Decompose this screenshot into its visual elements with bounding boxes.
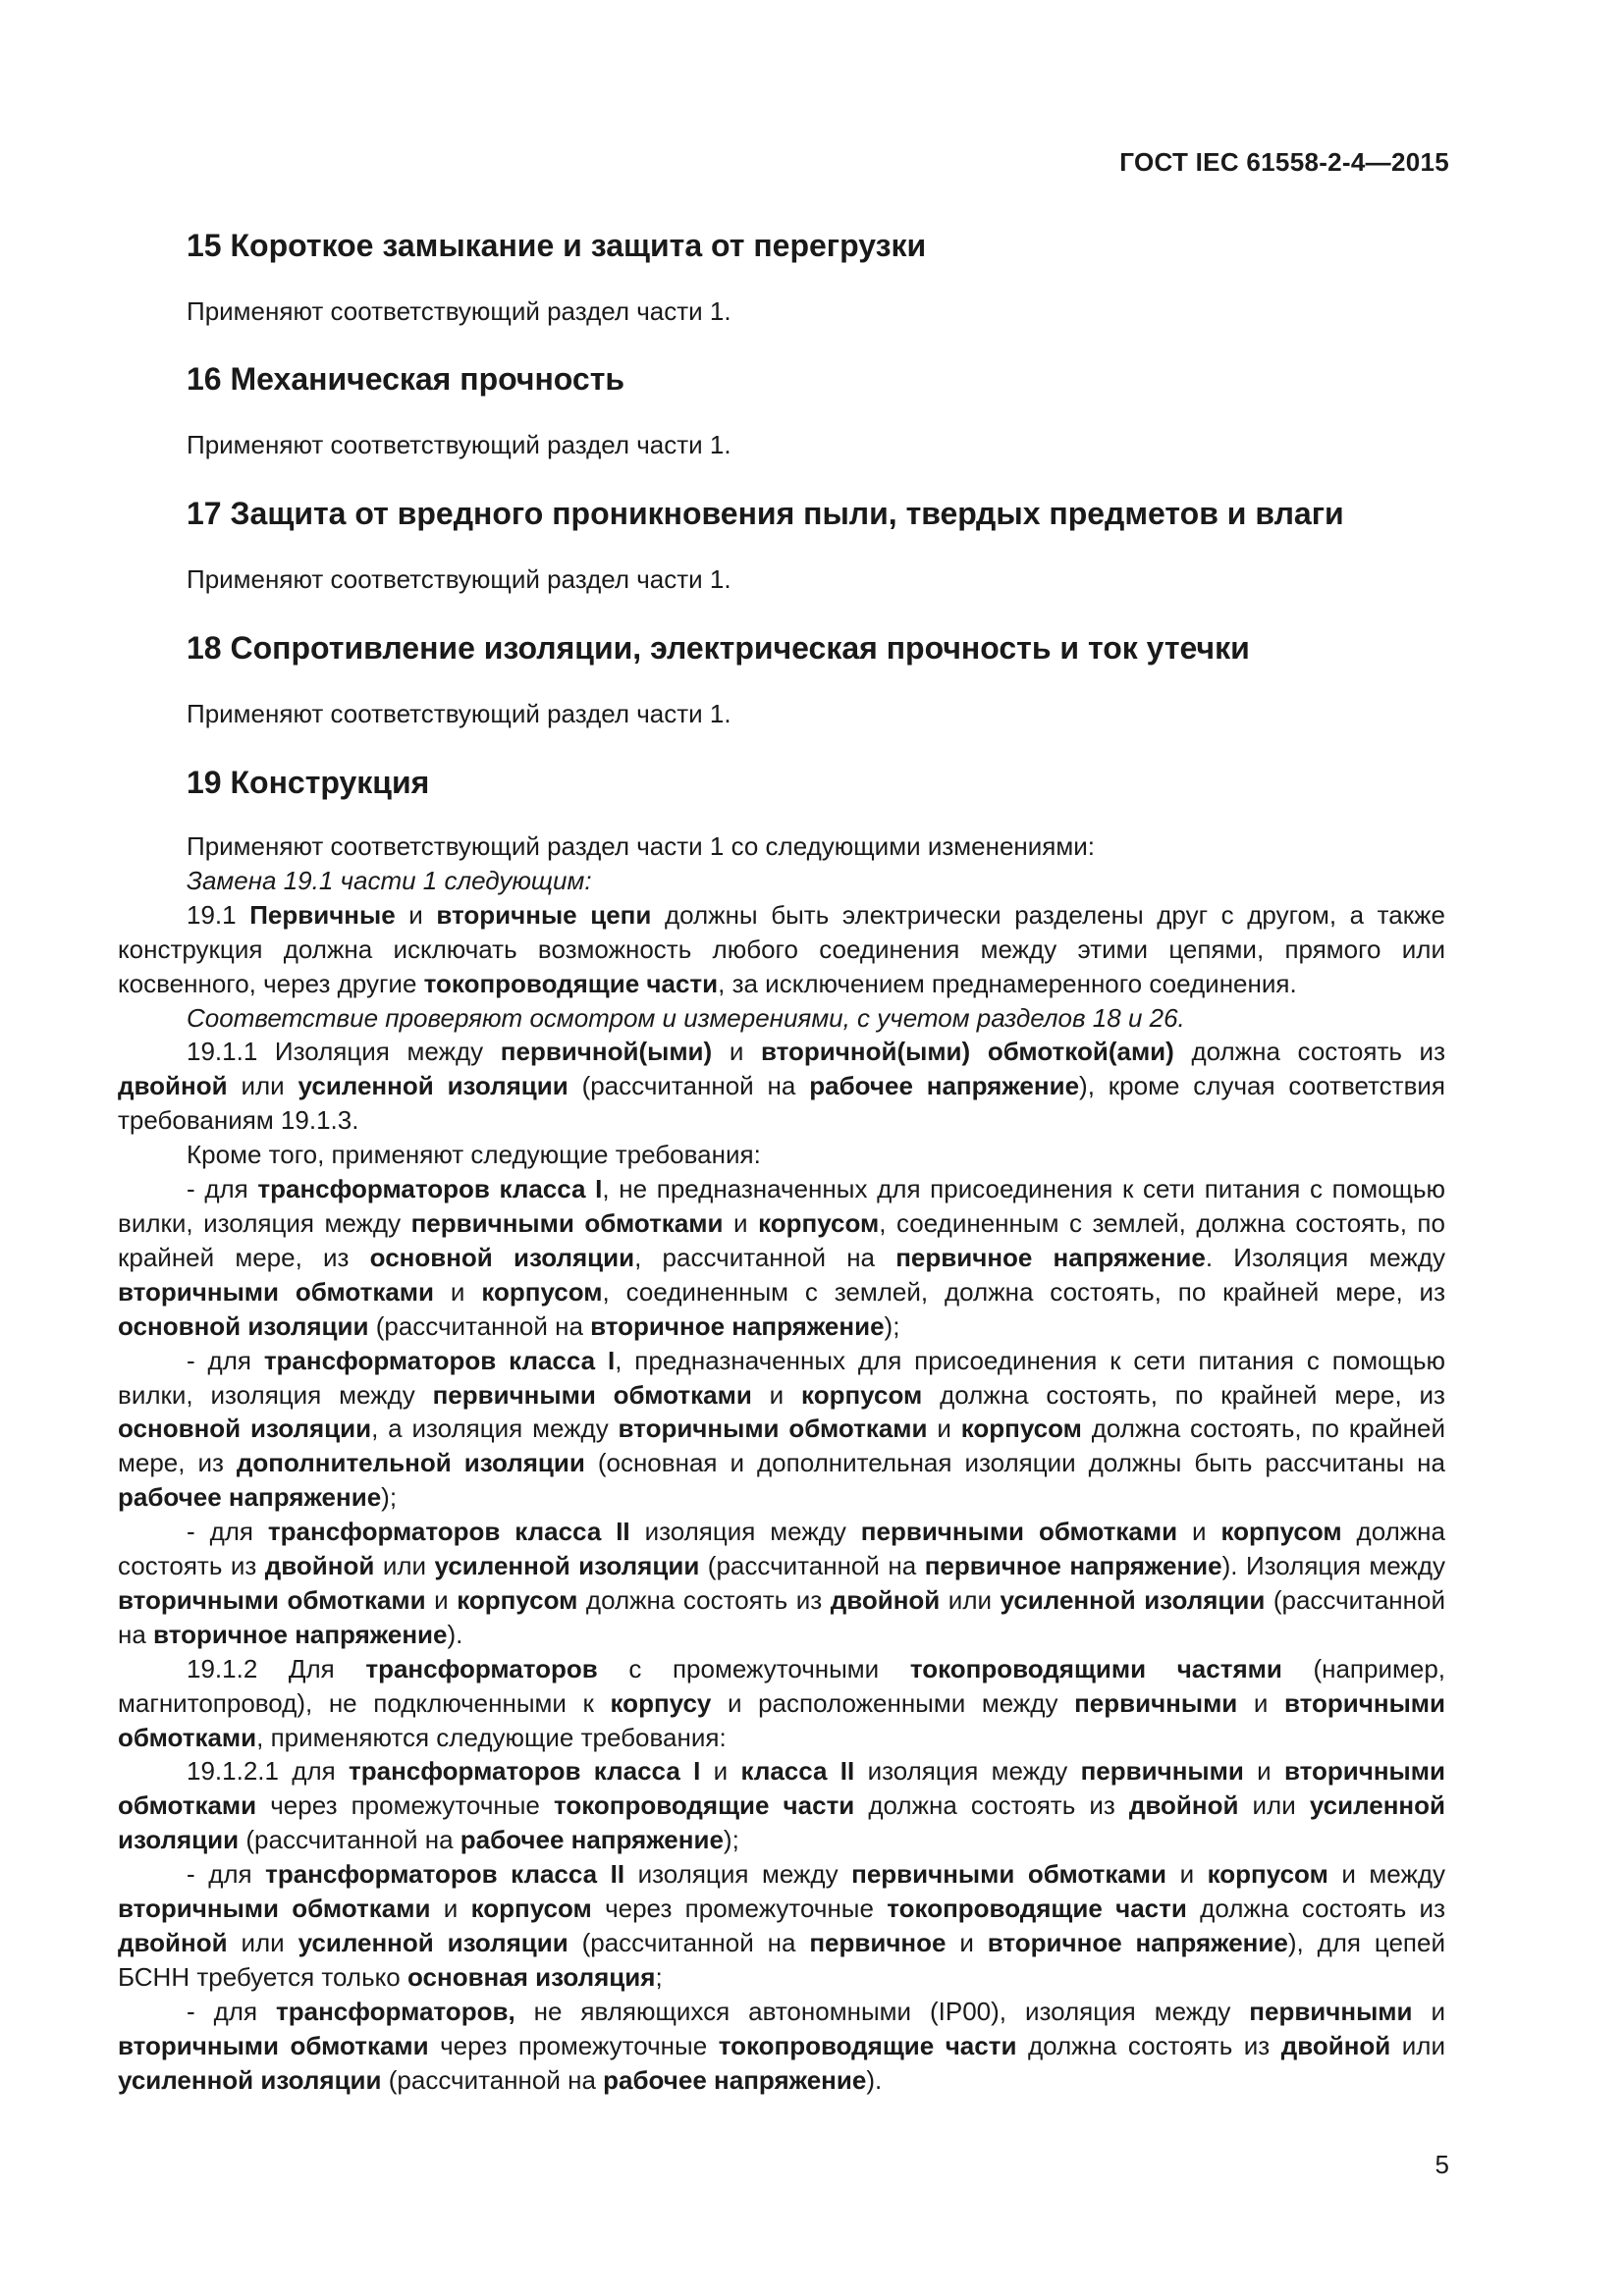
defined-term: рабочее напряжение: [603, 2064, 867, 2095]
text-run: и: [1166, 1859, 1208, 1890]
text-run: , рассчитанной на: [634, 1242, 896, 1272]
list-item-class-ii-intermediate: [118, 1857, 1445, 1995]
defined-term: вторичное напряжение: [590, 1310, 885, 1341]
text-run: и: [927, 1414, 961, 1444]
text-run: и: [700, 1756, 741, 1787]
defined-term: класса II: [740, 1756, 855, 1787]
text-run: должна состоять, по крайней мере, из: [118, 1414, 1445, 1478]
defined-term: токопроводящими частями: [909, 1653, 1282, 1683]
text-run: через промежуточные: [428, 2030, 719, 2060]
text-run: и: [1177, 1517, 1221, 1547]
defined-term: двойной: [118, 1071, 228, 1101]
defined-term: корпусом: [470, 1894, 592, 1924]
list-item-class-i-no-plug: [118, 1172, 1445, 1344]
defined-term: корпусом: [481, 1276, 603, 1307]
text-run: и: [425, 1584, 458, 1615]
text-run: и: [395, 899, 437, 930]
text-run: через промежуточные: [591, 1894, 888, 1924]
defined-term: усиленной изоляции: [434, 1551, 700, 1581]
defined-term: рабочее напряжение: [809, 1071, 1080, 1101]
text-run: и: [723, 1207, 759, 1238]
defined-term: первичными: [1074, 1687, 1238, 1718]
defined-term: вторичными обмотками: [118, 1687, 1445, 1752]
text-run: и: [1237, 1687, 1284, 1718]
text-run: , применяются следующие требования:: [256, 1722, 727, 1752]
defined-term: вторичные цепи: [436, 899, 652, 930]
defined-term: вторичными обмотками: [618, 1414, 928, 1444]
defined-term: первичными обмотками: [432, 1379, 752, 1410]
text-run: ). Изоляция между: [1221, 1551, 1445, 1581]
text-run: должна состоять из: [577, 1584, 831, 1615]
section-19-title: [187, 763, 1453, 802]
defined-term: вторичными обмотками: [118, 1584, 426, 1615]
text-run: и: [712, 1037, 762, 1067]
text-run: изоляция между: [629, 1517, 861, 1547]
defined-term: усиленной изоляции: [118, 2064, 382, 2095]
defined-term: двойной: [264, 1551, 375, 1581]
section-title: 16 Механическая прочность: [187, 361, 625, 397]
text-run: или: [1390, 2030, 1445, 2060]
text-run: (рассчитанной на: [568, 1928, 810, 1957]
compliance-note: Соответствие проверяют осмотром и измерениями, с учетом разделов 18 и 26.: [187, 1002, 1185, 1033]
text-run: и: [1412, 1996, 1445, 2026]
section-text: Применяют соответствующий раздел части 1 со следующими изменениями:: [187, 831, 1096, 861]
section-15: [187, 226, 1453, 328]
text-run: (рассчитанной на: [568, 1071, 810, 1101]
text-run: (рассчитанной на: [381, 2064, 604, 2095]
text-run: и: [1243, 1756, 1284, 1787]
text-run: , соединенным с землей, должна состоять, по крайней мере, из: [602, 1276, 1445, 1307]
text-run: должна состоять из: [1016, 2030, 1281, 2060]
text-run: изоляция между: [624, 1859, 852, 1890]
text-run: );: [381, 1482, 398, 1513]
defined-term: двойной: [1128, 1790, 1239, 1821]
defined-term: вторичными обмотками: [118, 1756, 1445, 1821]
defined-term: корпусом: [1207, 1859, 1328, 1890]
defined-term: вторичными обмотками: [118, 1276, 435, 1307]
section-text: Применяют соответствующий раздел части 1.: [187, 296, 731, 326]
text-run: или: [227, 1071, 298, 1101]
text-run: - для: [187, 1174, 258, 1204]
text-run: или: [227, 1928, 298, 1957]
defined-term: Первичные: [249, 899, 396, 930]
text-run: (рассчитанной на: [118, 1584, 1445, 1649]
text-run: ), для цепей БСНН требуется только: [118, 1928, 1445, 1992]
defined-term: основной изоляции: [369, 1242, 635, 1272]
defined-term: токопроводящие части: [553, 1790, 855, 1821]
defined-term: двойной: [1280, 2030, 1391, 2060]
section-18: [187, 628, 1453, 730]
text-run: изоляция между: [854, 1756, 1081, 1787]
text-run: и расположенными между: [711, 1687, 1075, 1718]
defined-term: вторичными обмотками: [118, 1894, 431, 1924]
text-run: или: [940, 1584, 1001, 1615]
defined-term: корпусу: [610, 1687, 712, 1718]
section-19-body: [118, 829, 1445, 2098]
defined-term: рабочее напряжение: [460, 1825, 724, 1855]
defined-term: трансформаторов класса I: [263, 1345, 616, 1375]
defined-term: основной изоляции: [118, 1414, 372, 1444]
text-run: не являющихся автономными (IP00), изоляция между: [514, 1996, 1250, 2026]
defined-term: трансформаторов,: [276, 1996, 515, 2026]
text-run: (основная и дополнительная изоляции должны быть рассчитаны на: [584, 1448, 1445, 1478]
text-run: должна состоять из: [1186, 1894, 1446, 1924]
defined-term: вторичной(ыми) обмоткой(ами): [761, 1037, 1174, 1067]
paragraph-19-1-2: [118, 1652, 1445, 1755]
defined-term: корпусом: [801, 1379, 923, 1410]
section-16: [187, 359, 1453, 461]
text-run: ).: [866, 2064, 883, 2095]
text-run: через промежуточные: [256, 1790, 554, 1821]
text-run: , соединенным с землей, должна состоять, по крайней мере, из: [118, 1207, 1445, 1272]
text-run: 19.1.2.1 для: [187, 1756, 350, 1787]
text-run: , предназначенных для присоединения к сети питания с помощью вилки, изоляция между: [118, 1345, 1446, 1410]
paragraph-additional-requirements: Кроме того, применяют следующие требования:: [187, 1140, 761, 1170]
section-17: [187, 494, 1453, 596]
defined-term: первичными: [1249, 1996, 1413, 2026]
text-run: 19.1.2 Для: [187, 1653, 366, 1683]
defined-term: токопроводящие части: [423, 968, 719, 998]
list-item-non-autonomous: [118, 1995, 1445, 2098]
defined-term: трансформаторов класса I: [349, 1756, 701, 1787]
text-run: или: [374, 1551, 435, 1581]
defined-term: корпусом: [960, 1414, 1082, 1444]
text-run: должна состоять из: [118, 1517, 1445, 1581]
defined-term: трансформаторов класса I: [257, 1174, 603, 1204]
text-run: 19.1: [187, 899, 250, 930]
text-run: и: [434, 1276, 482, 1307]
defined-term: вторичное напряжение: [153, 1619, 448, 1649]
defined-term: корпусом: [1220, 1517, 1342, 1547]
text-run: - для: [187, 1996, 276, 2026]
replacement-note: Замена 19.1 части 1 следующим:: [187, 865, 592, 895]
defined-term: двойной: [118, 1928, 228, 1957]
defined-term: трансформаторов класса II: [267, 1517, 630, 1547]
text-run: (например, магнитопровод), не подключенными к: [118, 1653, 1445, 1718]
text-run: ;: [655, 1961, 663, 1992]
section-title: 17 Защита от вредного проникновения пыли, твердых предметов и влаги: [187, 496, 1344, 531]
defined-term: корпусом: [758, 1207, 880, 1238]
text-run: ).: [447, 1619, 463, 1649]
paragraph-19-1-1: [118, 1035, 1445, 1138]
text-run: ), кроме случая соответствия требованиям 19.1.3.: [118, 1071, 1446, 1136]
list-item-class-ii: [118, 1515, 1445, 1652]
defined-term: рабочее напряжение: [118, 1482, 382, 1513]
defined-term: первичными обмотками: [851, 1859, 1167, 1890]
defined-term: усиленной изоляции: [1000, 1584, 1266, 1615]
defined-term: усиленной изоляции: [298, 1071, 568, 1101]
text-run: . Изоляция между: [1205, 1242, 1446, 1272]
text-run: , а изоляция между: [371, 1414, 619, 1444]
defined-term: трансформаторов: [365, 1653, 598, 1683]
text-run: (рассчитанной на: [239, 1825, 460, 1855]
defined-term: первичными обмотками: [860, 1517, 1178, 1547]
defined-term: первичное: [809, 1928, 947, 1957]
defined-term: токопроводящие части: [887, 1894, 1187, 1924]
section-title: 15 Короткое замыкание и защита от перегрузки: [187, 228, 927, 263]
text-run: (рассчитанной на: [368, 1310, 591, 1341]
defined-term: вторичное напряжение: [987, 1928, 1288, 1957]
text-run: должна состоять, по крайней мере, из: [922, 1379, 1445, 1410]
text-run: );: [723, 1825, 739, 1855]
defined-term: токопроводящие части: [718, 2030, 1017, 2060]
list-item-class-i-plug: [118, 1344, 1445, 1516]
text-run: или: [1238, 1790, 1310, 1821]
defined-term: первичное напряжение: [895, 1242, 1206, 1272]
defined-term: первичными обмотками: [410, 1207, 724, 1238]
defined-term: дополнительной изоляции: [236, 1448, 585, 1478]
text-run: и: [430, 1894, 471, 1924]
text-run: должны быть электрически разделены друг с другом, а также конструкция должна исключать возможность любого соединения между этими цепями, прямого или косвенного, через другие: [118, 899, 1445, 998]
text-run: и между: [1327, 1859, 1446, 1890]
text-run: - для: [187, 1859, 266, 1890]
defined-term: трансформаторов класса II: [265, 1859, 625, 1890]
section-text: Применяют соответствующий раздел части 1.: [187, 430, 731, 459]
section-title: 18 Сопротивление изоляции, электрическая прочность и ток утечки: [187, 630, 1250, 666]
text-run: с промежуточными: [597, 1653, 910, 1683]
defined-term: основной изоляции: [118, 1310, 369, 1341]
section-title: 19 Конструкция: [187, 765, 430, 800]
text-run: должна состоять из: [854, 1790, 1129, 1821]
defined-term: вторичными обмотками: [118, 2030, 429, 2060]
defined-term: усиленной изоляции: [298, 1928, 568, 1957]
text-run: 19.1.1 Изоляция между: [187, 1037, 501, 1067]
text-run: должна состоять из: [1173, 1037, 1446, 1067]
text-run: (рассчитанной на: [699, 1551, 925, 1581]
text-run: , за исключением преднамеренного соединения.: [718, 968, 1297, 998]
text-run: - для: [187, 1517, 268, 1547]
section-text: Применяют соответствующий раздел части 1.: [187, 564, 731, 594]
text-run: );: [884, 1310, 900, 1341]
text-run: и: [946, 1928, 988, 1957]
text-run: , не предназначенных для присоединения к сети питания с помощью вилки, изоляция между: [118, 1174, 1445, 1238]
paragraph-19-1: [118, 898, 1445, 1001]
defined-term: основная изоляция: [406, 1961, 656, 1992]
defined-term: первичное напряжение: [924, 1551, 1222, 1581]
paragraph-19-1-2-1: [118, 1754, 1445, 1857]
defined-term: первичными: [1080, 1756, 1244, 1787]
defined-term: двойной: [830, 1584, 941, 1615]
text-run: - для: [187, 1345, 264, 1375]
defined-term: первичной(ыми): [500, 1037, 713, 1067]
document-code-header: ГОСТ IEC 61558-2-4—2015: [1119, 147, 1449, 177]
defined-term: усиленной изоляции: [118, 1790, 1445, 1855]
page-number: 5: [1435, 2150, 1449, 2179]
defined-term: корпусом: [457, 1584, 578, 1615]
text-run: и: [751, 1379, 802, 1410]
section-text: Применяют соответствующий раздел части 1.: [187, 699, 731, 728]
